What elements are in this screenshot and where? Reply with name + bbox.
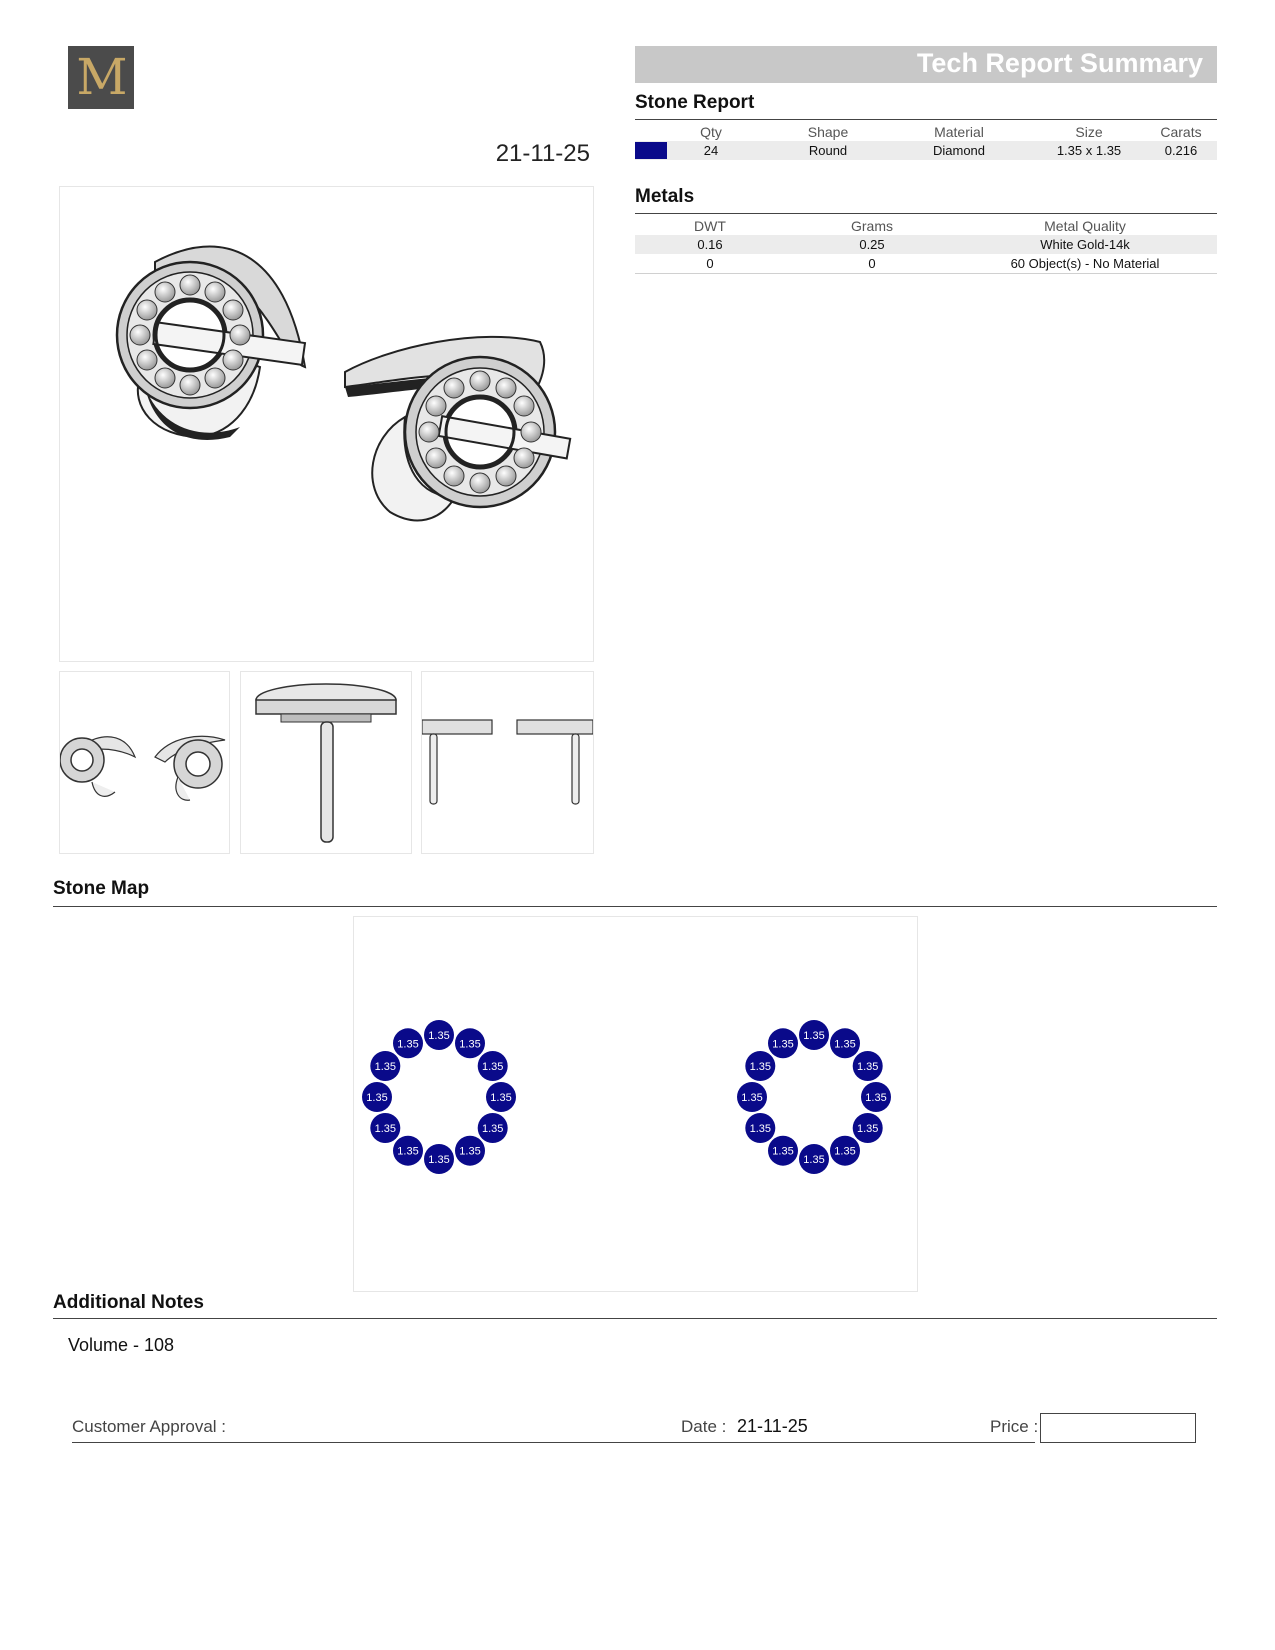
stone-size-label: 1.35 [481, 1061, 504, 1073]
stone-size-label: 1.35 [366, 1092, 388, 1104]
stone-size-label: 1.35 [803, 1154, 825, 1166]
stone-size-label: 1.35 [459, 1145, 481, 1158]
main-product-render [59, 186, 594, 662]
signature-line [72, 1442, 1035, 1443]
column-header-grams: Grams [851, 218, 893, 234]
stone-color-swatch [635, 142, 667, 159]
metals-heading: Metals [635, 186, 695, 207]
stone-size-label: 1.35 [741, 1092, 763, 1104]
price-label: Price : [990, 1417, 1039, 1436]
table-header-row [635, 216, 1217, 235]
divider [53, 906, 1217, 907]
stone-map-heading: Stone Map [53, 878, 150, 899]
stone-carats: 0.216 [1164, 143, 1198, 158]
stone-size-label: 1.35 [374, 1123, 397, 1135]
divider [635, 213, 1217, 214]
metals-table [635, 216, 1217, 274]
earrings-illustration [60, 187, 593, 661]
metal-quality: 60 Object(s) - No Material [1010, 256, 1160, 271]
stone-map-rings [354, 917, 917, 1291]
column-header-size: Size [1075, 124, 1103, 140]
thumbnail-profile-view [421, 671, 594, 854]
stone-size-label: 1.35 [490, 1092, 512, 1104]
stone-size-label: 1.35 [856, 1061, 879, 1073]
customer-approval-label: Customer Approval : [72, 1417, 227, 1436]
metal-grams: 0.25 [859, 237, 885, 252]
column-header-material: Material [934, 124, 984, 140]
metal-grams: 0 [868, 256, 876, 271]
stone-size: 1.35 x 1.35 [1056, 143, 1122, 158]
stone-size-label: 1.35 [397, 1038, 419, 1051]
stone-size-label: 1.35 [428, 1030, 450, 1042]
additional-notes-heading: Additional Notes [53, 1292, 204, 1313]
metal-quality: White Gold-14k [1040, 237, 1130, 252]
stone-size-label: 1.35 [772, 1145, 794, 1158]
divider [635, 119, 1217, 120]
stone-material: Diamond [932, 143, 986, 158]
divider [635, 273, 1217, 274]
profile-view-illustration [422, 672, 593, 853]
report-date: 21-11-25 [495, 140, 590, 167]
stone-size-label: 1.35 [834, 1145, 856, 1158]
metal-dwt: 0.16 [697, 237, 723, 252]
table-row [635, 141, 1217, 160]
stone-size-label: 1.35 [397, 1145, 419, 1158]
column-header-qty: Qty [700, 124, 722, 140]
column-header-metal-quality: Metal Quality [1044, 218, 1126, 234]
stone-size-label: 1.35 [865, 1092, 887, 1104]
price-field[interactable] [1040, 1413, 1196, 1443]
company-logo [68, 46, 134, 109]
thumbnail-side-view [240, 671, 412, 854]
divider [53, 1318, 1217, 1319]
stone-report-table [635, 122, 1217, 160]
stone-size-label: 1.35 [749, 1123, 772, 1135]
stone-size-label: 1.35 [772, 1038, 794, 1051]
thumbnail-front-view [59, 671, 230, 854]
stone-size-label: 1.35 [481, 1123, 504, 1135]
stone-size-label: 1.35 [459, 1038, 481, 1051]
stone-size-label: 1.35 [749, 1061, 772, 1073]
stone-qty: 24 [703, 143, 719, 158]
stone-ring [362, 1020, 516, 1174]
notes-text: Volume - 108 [68, 1335, 175, 1355]
approval-date-value: 21-11-25 [737, 1416, 808, 1436]
title-banner [635, 46, 1217, 83]
front-view-illustration [60, 672, 229, 853]
stone-shape: Round [808, 143, 848, 158]
column-header-dwt: DWT [694, 218, 726, 234]
table-row [635, 235, 1217, 254]
stone-map-diagram [353, 916, 918, 1292]
stone-size-label: 1.35 [856, 1123, 879, 1135]
stone-size-label: 1.35 [428, 1154, 450, 1166]
stone-report-heading: Stone Report [635, 92, 755, 113]
logo-letter: M [76, 48, 126, 106]
metal-dwt: 0 [706, 256, 714, 271]
table-header-row [635, 122, 1217, 141]
table-row [635, 254, 1217, 273]
stone-size-label: 1.35 [834, 1038, 856, 1051]
side-view-illustration [241, 672, 411, 853]
date-label: Date : [681, 1417, 727, 1436]
report-title: Tech Report Summary [916, 48, 1203, 78]
column-header-carats: Carats [1160, 124, 1202, 140]
stone-size-label: 1.35 [803, 1030, 825, 1042]
stone-ring [737, 1020, 891, 1174]
column-header-shape: Shape [807, 124, 849, 140]
stone-size-label: 1.35 [374, 1061, 397, 1073]
